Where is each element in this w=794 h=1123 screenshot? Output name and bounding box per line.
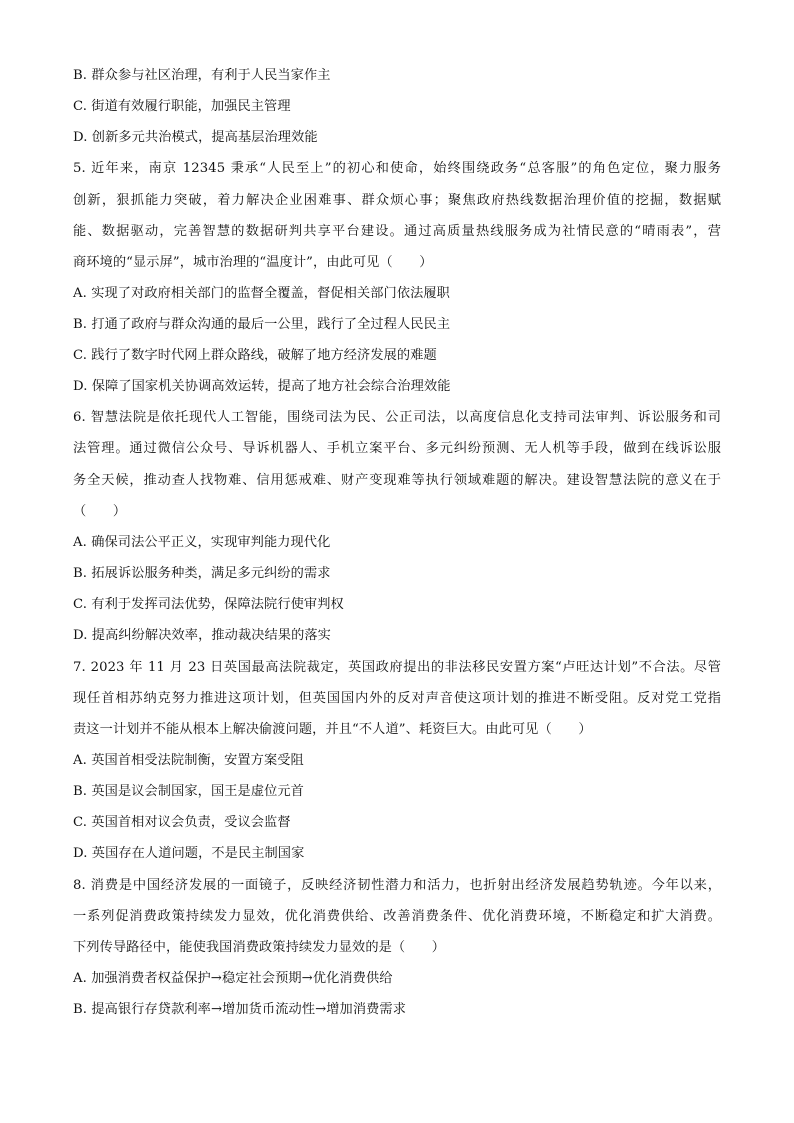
q6-option-d: D. 提高纠纷解决效率，推动裁决结果的落实	[73, 628, 331, 643]
q4-option-b: B. 群众参与社区治理，有利于人民当家作主	[73, 68, 331, 83]
q7-stem-line-2: 现任首相苏纳克努力推进这项计划，但英国国内外的反对声音使这项计划的推进不断受阻。反对党工党指	[73, 691, 721, 706]
q4-option-d: D. 创新多元共治模式，提高基层治理效能	[73, 130, 318, 145]
q5-stem-line-4: 商环境的“显示屏”，城市治理的“温度计”，由此可见（ ）	[73, 255, 433, 270]
q5-stem-line-1: 5. 近年来，南京 12345 秉承“人民至上”的初心和使命，始终围绕政务“总客服”的角色定位，聚力服务	[73, 161, 721, 176]
q5-option-a: A. 实现了对政府相关部门的监督全覆盖，督促相关部门依法履职	[73, 286, 450, 301]
q7-option-a: A. 英国首相受法院制衡，安置方案受阻	[73, 753, 304, 768]
q5-option-b: B. 打通了政府与群众沟通的最后一公里，践行了全过程人民民主	[73, 317, 451, 332]
q6-stem-line-1: 6. 智慧法院是依托现代人工智能，围绕司法为民、公正司法，以高度信息化支持司法审判、诉讼服务和司	[73, 410, 721, 425]
q5-option-d: D. 保障了国家机关协调高效运转，提高了地方社会综合治理效能	[73, 379, 451, 394]
q6-stem-line-3: 务全天候，推动查人找物难、信用惩戒难、财产变现难等执行领域难题的解决。建设智慧法院的意义在于	[73, 473, 721, 488]
q8-stem-line-2: 一系列促消费政策持续发力显效，优化消费供给、改善消费条件、优化消费环境，不断稳定和扩大消费。	[73, 909, 721, 924]
q8-stem-line-1: 8. 消费是中国经济发展的一面镜子，反映经济韧性潜力和活力，也折射出经济发展趋势轨迹。今年以来，	[73, 878, 721, 893]
q8-stem-line-3: 下列传导路径中，能使我国消费政策持续发力显效的是（ ）	[73, 940, 446, 955]
q6-stem-line-4: （ ）	[73, 504, 127, 519]
q4-option-c: C. 街道有效履行职能，加强民主管理	[73, 99, 291, 114]
q6-option-c: C. 有利于发挥司法优势，保障法院行使审判权	[73, 597, 344, 612]
q8-option-a: A. 加强消费者权益保护→稳定社会预期→优化消费供给	[73, 971, 393, 986]
q5-stem-line-3: 能、数据驱动，完善智慧的数据研判共享平台建设。通过高质量热线服务成为社情民意的“晴雨表”，营	[73, 224, 721, 239]
q6-stem-line-2: 法管理。通过微信公众号、导诉机器人、手机立案平台、多元纠纷预测、无人机等手段，做到在线诉讼服	[73, 441, 721, 456]
q7-option-d: D. 英国存在人道问题，不是民主制国家	[73, 846, 305, 861]
q7-stem-line-3: 责这一计划并不能从根本上解决偷渡问题，并且“不人道”、耗资巨大。由此可见（ ）	[73, 722, 592, 737]
q5-stem-line-2: 创新，狠抓能力突破，着力解决企业困难事、群众烦心事；聚焦政府热线数据治理价值的挖掘，数据赋	[73, 193, 721, 208]
q7-option-c: C. 英国首相对议会负责，受议会监督	[73, 815, 291, 830]
q6-option-a: A. 确保司法公平正义，实现审判能力现代化	[73, 535, 331, 550]
q7-stem-line-1: 7. 2023 年 11 月 23 日英国最高法院裁定，英国政府提出的非法移民安置方案“卢旺达计划”不合法。尽管	[73, 660, 721, 675]
q6-option-b: B. 拓展诉讼服务种类，满足多元纠纷的需求	[73, 566, 331, 581]
q8-option-b: B. 提高银行存贷款利率→增加货币流动性→增加消费需求	[73, 1002, 406, 1017]
q5-option-c: C. 践行了数字时代网上群众路线，破解了地方经济发展的难题	[73, 348, 437, 363]
q7-option-b: B. 英国是议会制国家，国王是虚位元首	[73, 784, 304, 799]
